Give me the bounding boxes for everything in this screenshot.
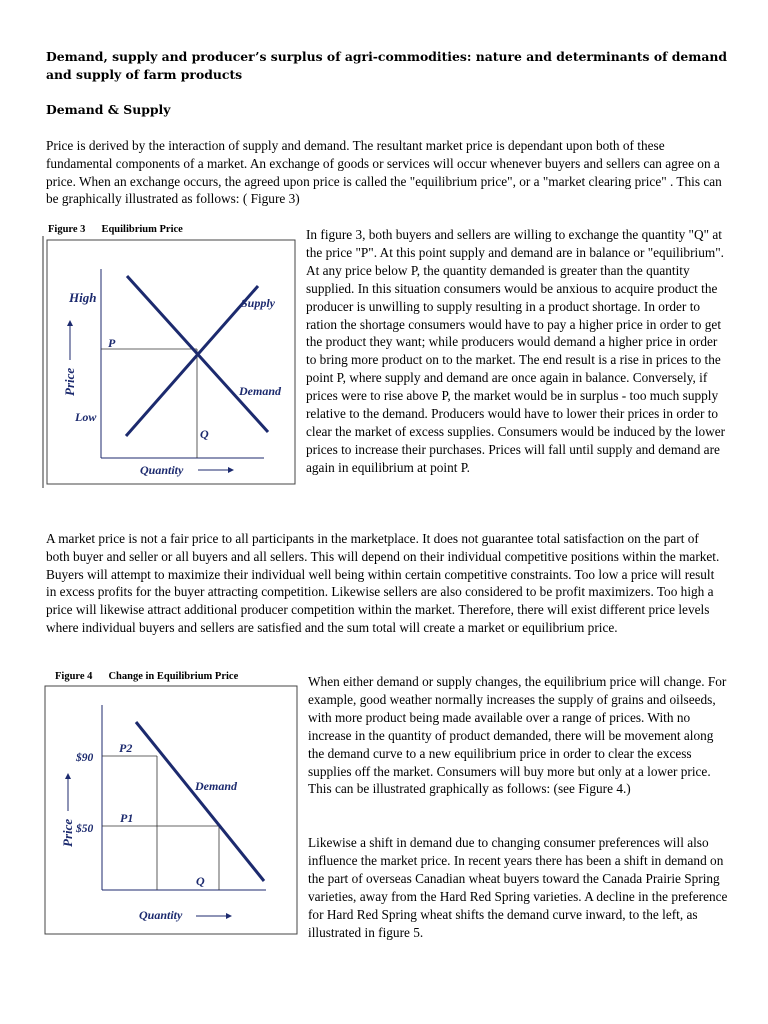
figure4-title: Change in Equilibrium Price: [108, 671, 239, 682]
figure4-p2-label: P2: [119, 741, 133, 755]
figure4-price-50-label: $50: [76, 823, 94, 835]
figure3-frame: [47, 240, 295, 484]
figure4-frame: [45, 686, 297, 934]
figure3-supply-label: Supply: [241, 296, 276, 310]
figure4-q-label: Q: [196, 874, 205, 888]
section-heading: Demand & Supply: [46, 102, 171, 117]
figure4-description: When either demand or supply changes, the equilibrium price will change. For example, good weather normally increases the supply of grains and oilseeds, with more product being made available over a range of prices. With no increase in the quantity of product demanded, there will be movement along the demand curve to a new equilibrium price in order to clear the excess supplies off the market. Consumers will buy more but only at a lower price. This can be illustrated graphically as follows: (see Figure 4.): [308, 674, 727, 797]
figure3-quantity-label: Quantity: [140, 463, 184, 477]
market-paragraph: A market price is not a fair price to all participants in the marketplace. It does not guarantee total satisfaction on the part of both buyer and seller or all buyers and all sellers. This will depend on their individual competitive positions within the market. Buyers will attempt to maximize their individual well being within certain competitive constraints. Too low a price will result in excess profits for the buyer attracting competition. Likewise sellers are also considered to be profit maximizers. Too high a price will likewise attract additional producer competition within the market. Therefore, there will exist different price levels where individual buyers and sellers are satisfied and the sum total will create a market or equilibrium price.: [46, 531, 720, 635]
figure4-demand-label: Demand: [195, 779, 237, 793]
figure3-q-label: Q: [200, 427, 209, 441]
figure4-price-label: Price: [60, 818, 75, 847]
intro-paragraph: Price is derived by the interaction of supply and demand. The resultant market price is dependant upon both of these fundamental components of a market. An exchange of goods or services will occur whenever buyers and sellers can agree on a price. When an exchange occurs, the agreed upon price is called the "equilibrium price", or a "market clearing price" . This can be graphically illustrated as follows: ( Figure 3): [46, 138, 722, 207]
figure4-quantity-label: Quantity: [139, 908, 183, 922]
figure3-label: Figure 3: [48, 224, 86, 235]
figure3-demand-label: Demand: [239, 384, 281, 398]
figure3-p-label: P: [108, 336, 116, 350]
figure4-label: Figure 4: [55, 671, 93, 682]
figure3-low-label: Low: [75, 410, 97, 424]
figure4-price-90-label: $90: [76, 752, 94, 764]
figure3-chart: [42, 236, 300, 488]
figure4-chart: [44, 685, 298, 935]
document-title: Demand, supply and producer’s surplus of agri-commodities: nature and determinants of demand and supply of farm products: [46, 49, 728, 82]
figure3-price-label: Price: [62, 367, 77, 396]
figure5-intro: Likewise a shift in demand due to changing consumer preferences will also influence the market price. In recent years there has been a shift in demand on the part of overseas Canadian wheat buyers toward the Canada Prairie Spring varieties, away from the Hard Red Spring varieties. A decline in the preference for Hard Red Spring wheat shifts the demand curve inward, to the left, as illustrated in figure 5.: [308, 835, 728, 940]
figure4-p1-label: P1: [120, 811, 134, 825]
figure4-caption: [55, 671, 254, 682]
figure3-high-label: High: [69, 290, 97, 305]
figure3-title: Equilibrium Price: [101, 224, 183, 235]
figure3-caption: [48, 224, 199, 235]
figure3-description: In figure 3, both buyers and sellers are willing to exchange the quantity "Q" at the price "P". At this point supply and demand are in balance or "equilibrium". At any price below P, the quantity demanded is greater than the quantity supplied. In this situation consumers would be anxious to acquire product the producer is unwilling to supply resulting in a product shortage. In order to ration the shortage consumers would have to pay a higher price in order to get the product they want; while producers would demand a higher price in order to bring more product on to the market. The end result is a rise in prices to the point P, where supply and demand are once again in balance. Conversely, if prices were to rise above P, the market would be in surplus - too much supply relative to the demand. Producers would have to lower their prices in order to clear the market of excess supplies. Consumers would be induced by the lower prices to increase their purchases. Prices will fall until supply and demand are again in equilibrium at point P.: [306, 227, 726, 475]
